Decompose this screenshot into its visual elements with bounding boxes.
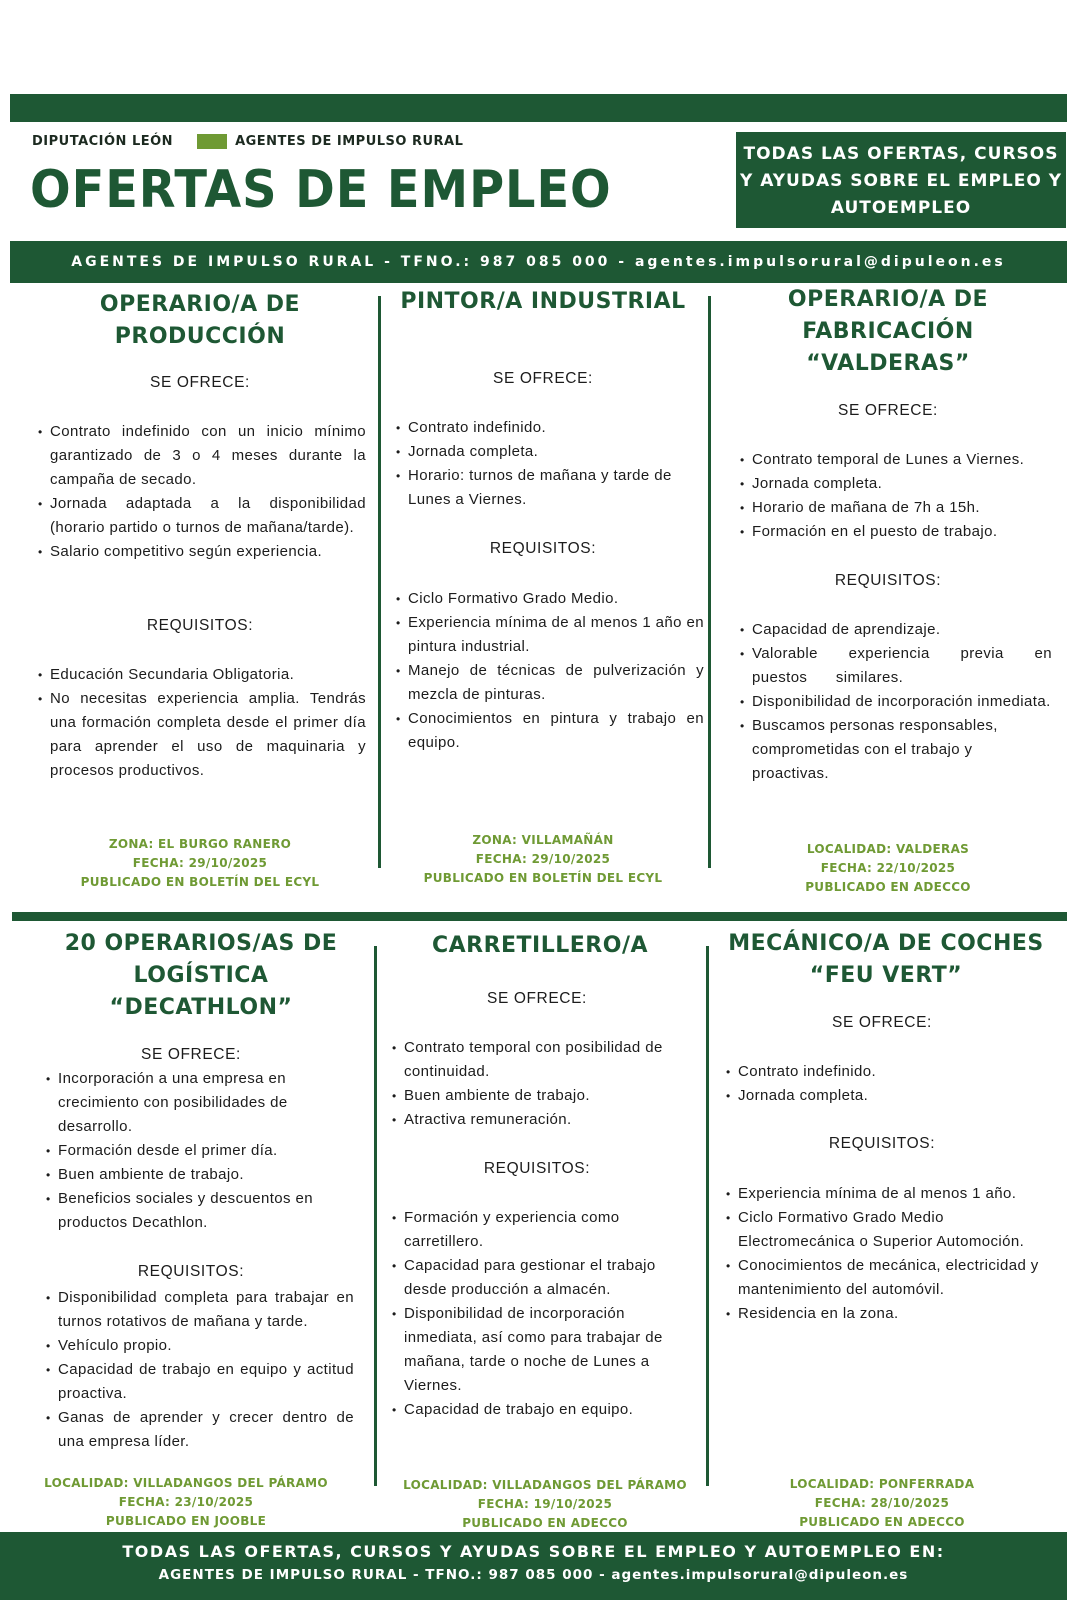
list-item: • Atractiva remuneración. — [390, 1108, 692, 1132]
requirements-label: REQUISITOS: — [146, 617, 254, 634]
list-item: • Buen ambiente de trabajo. — [44, 1163, 358, 1187]
list-item: • Capacidad de trabajo en equipo. — [390, 1398, 690, 1422]
job-zone: LOCALIDAD: PONFERRADA — [789, 1477, 975, 1491]
list-item: • Buen ambiente de trabajo. — [390, 1084, 692, 1108]
job-source: PUBLICADO EN ADECCO — [462, 1516, 628, 1530]
job-title-line: MECÁNICO/A DE COCHES — [728, 931, 1044, 956]
offer-list — [724, 1060, 1054, 1108]
green-swatch-icon — [197, 134, 227, 149]
requirements-label: REQUISITOS: — [137, 1263, 245, 1280]
promo-line: TODAS LAS OFERTAS, CURSOS — [743, 144, 1059, 164]
list-item: • Capacidad de aprendizaje. — [738, 618, 1052, 642]
list-item: • Ciclo Formativo Grado Medio. — [394, 587, 704, 611]
list-item: • Conocimientos de mecánica, electricidad y mantenimiento del automóvil. — [724, 1254, 1054, 1302]
list-item: • Conocimientos en pintura y trabajo en equipo. — [394, 707, 704, 755]
list-item: • No necesitas experiencia amplia. Tendrás una formación completa desde el primer día para aprender el uso de maquinaria y procesos productivos. — [36, 687, 366, 783]
org-agentes: AGENTES DE IMPULSO RURAL — [235, 134, 464, 149]
requirements-list — [44, 1286, 354, 1454]
job-zone: LOCALIDAD: VILLADANGOS DEL PÁRAMO — [44, 1476, 328, 1490]
job-date: FECHA: 28/10/2025 — [814, 1496, 950, 1510]
job-title-line: LOGÍSTICA — [133, 963, 269, 988]
offer-list — [44, 1067, 358, 1235]
list-item: • Experiencia mínima de al menos 1 año en pintura industrial. — [394, 611, 704, 659]
offer-label: SE OFRECE: — [487, 990, 587, 1007]
job-card-operario-produccion — [34, 289, 366, 353]
list-item: • Horario de mañana de 7h a 15h. — [738, 496, 1058, 520]
list-item: • Vehículo propio. — [44, 1334, 354, 1358]
job-footer — [728, 840, 1048, 897]
column-divider — [378, 296, 381, 868]
offer-list — [390, 1036, 692, 1132]
list-item: • Formación y experiencia como carretillero. — [390, 1206, 690, 1254]
list-item: • Contrato temporal de Lunes a Viernes. — [738, 448, 1058, 472]
requirements-label: REQUISITOS: — [828, 1135, 936, 1152]
list-item: • Contrato indefinido. — [394, 416, 696, 440]
job-date: FECHA: 29/10/2025 — [475, 852, 611, 866]
requirements-label: REQUISITOS: — [834, 572, 942, 589]
requirements-list — [394, 587, 704, 755]
promo-box — [736, 132, 1066, 228]
list-item: • Formación en el puesto de trabajo. — [738, 520, 1058, 544]
offer-label: SE OFRECE: — [838, 402, 938, 419]
job-title-line: 20 OPERARIOS/AS DE — [64, 931, 338, 956]
job-title: PINTOR/A INDUSTRIAL — [400, 289, 686, 314]
job-title-line: “DECATHLON” — [109, 995, 293, 1020]
job-source: PUBLICADO EN ADECCO — [805, 880, 971, 894]
offer-label: SE OFRECE: — [141, 1046, 241, 1063]
list-item: • Contrato indefinido con un inicio mínimo garantizado de 3 o 4 meses durante la campaña de secado. — [36, 420, 366, 492]
requirements-label: REQUISITOS: — [489, 540, 597, 557]
list-item: • Disponibilidad de incorporación inmediata. — [738, 690, 1052, 714]
page-title: OFERTAS DE EMPLEO — [30, 160, 612, 220]
list-item: • Disponibilidad completa para trabajar en turnos rotativos de mañana y tarde. — [44, 1286, 354, 1334]
offer-list — [394, 416, 696, 512]
list-item: • Ganas de aprender y crecer dentro de una empresa líder. — [44, 1406, 354, 1454]
offer-label: SE OFRECE: — [150, 374, 250, 391]
job-zone: ZONA: VILLAMAÑÁN — [472, 833, 614, 847]
column-divider — [706, 946, 709, 1486]
list-item: • Capacidad de trabajo en equipo y actitud proactiva. — [44, 1358, 354, 1406]
job-title-line: FABRICACIÓN — [802, 319, 974, 344]
job-source: PUBLICADO EN BOLETÍN DEL ECYL — [80, 875, 320, 889]
job-title-line: “FEU VERT” — [809, 963, 963, 988]
job-card-operarios-logistica — [40, 928, 362, 1024]
offer-label: SE OFRECE: — [493, 370, 593, 387]
list-item: • Jornada completa. — [394, 440, 696, 464]
bottom-headline: TODAS LAS OFERTAS, CURSOS Y AYUDAS SOBRE EL EMPLEO Y AUTOEMPLEO EN: — [122, 1542, 945, 1561]
requirements-list — [36, 663, 366, 783]
list-item: • Jornada completa. — [724, 1084, 1054, 1108]
list-item: • Residencia en la zona. — [724, 1302, 1054, 1326]
job-source: PUBLICADO EN JOOBLE — [105, 1514, 267, 1528]
offer-list — [738, 448, 1058, 544]
job-title: OPERARIO/A DE PRODUCCIÓN — [99, 292, 301, 349]
job-card-pintor-industrial — [392, 286, 694, 318]
job-card-operario-fabricacion — [728, 284, 1048, 380]
list-item: • Ciclo Formativo Grado Medio Electromecánica o Superior Automoción. — [724, 1206, 1054, 1254]
job-zone: ZONA: EL BURGO RANERO — [108, 837, 292, 851]
list-item: • Manejo de técnicas de pulverización y mezcla de pinturas. — [394, 659, 704, 707]
job-title-line: “VALDERAS” — [806, 351, 970, 376]
list-item: • Capacidad para gestionar el trabajo desde producción a almacén. — [390, 1254, 690, 1302]
promo-line: Y AYUDAS SOBRE EL EMPLEO Y — [739, 171, 1063, 191]
requirements-list — [724, 1182, 1054, 1326]
job-zone: LOCALIDAD: VALDERAS — [806, 842, 970, 856]
job-date: FECHA: 19/10/2025 — [477, 1497, 613, 1511]
bottom-contact: AGENTES DE IMPULSO RURAL - TFNO.: 987 085 000 - agentes.impulsorural@dipuleon.es — [158, 1567, 909, 1583]
job-footer — [384, 1476, 706, 1533]
contact-bar: AGENTES DE IMPULSO RURAL - TFNO.: 987 085 000 - agentes.impulsorural@dipuleon.es — [10, 241, 1067, 283]
offer-label: SE OFRECE: — [832, 1014, 932, 1031]
job-title-line: OPERARIO/A DE — [787, 287, 989, 312]
offer-list — [36, 420, 366, 564]
job-date: FECHA: 23/10/2025 — [118, 1495, 254, 1509]
list-item: • Valorable experiencia previa en puestos similares. — [738, 642, 1052, 690]
job-source: PUBLICADO EN BOLETÍN DEL ECYL — [423, 871, 663, 885]
list-item: • Incorporación a una empresa en crecimiento con posibilidades de desarrollo. — [44, 1067, 358, 1139]
job-footer — [722, 1475, 1042, 1532]
row-divider — [12, 912, 1067, 921]
list-item: • Formación desde el primer día. — [44, 1139, 358, 1163]
list-item: • Beneficios sociales y descuentos en productos Decathlon. — [44, 1187, 358, 1235]
list-item: • Contrato temporal con posibilidad de continuidad. — [390, 1036, 692, 1084]
job-date: FECHA: 22/10/2025 — [820, 861, 956, 875]
job-source: PUBLICADO EN ADECCO — [799, 1515, 965, 1529]
list-item: • Jornada adaptada a la disponibilidad (horario partido o turnos de mañana/tarde). — [36, 492, 366, 540]
requirements-list — [390, 1206, 690, 1422]
list-item: • Horario: turnos de mañana y tarde de Lunes a Viernes. — [394, 464, 696, 512]
job-footer — [20, 1474, 352, 1531]
organization-line — [32, 134, 463, 149]
bottom-contact-band — [0, 1532, 1067, 1600]
list-item: • Jornada completa. — [738, 472, 1058, 496]
requirements-label: REQUISITOS: — [483, 1160, 591, 1177]
job-date: FECHA: 29/10/2025 — [132, 856, 268, 870]
job-card-mecanico-coches — [722, 928, 1050, 992]
list-item: • Salario competitivo según experiencia. — [36, 540, 366, 564]
list-item: • Disponibilidad de incorporación inmediata, así como para trabajar de mañana, tarde o noche de Lunes a Viernes. — [390, 1302, 690, 1398]
column-divider — [374, 946, 377, 1486]
job-zone: LOCALIDAD: VILLADANGOS DEL PÁRAMO — [403, 1478, 687, 1492]
list-item: • Buscamos personas responsables, comprometidas con el trabajo y proactivas. — [738, 714, 1052, 786]
column-divider — [708, 296, 711, 868]
requirements-list — [738, 618, 1052, 786]
top-green-bar — [10, 94, 1067, 122]
org-diputacion: DIPUTACIÓN LEÓN — [32, 134, 174, 149]
list-item: • Contrato indefinido. — [724, 1060, 1054, 1084]
job-footer — [34, 835, 366, 892]
list-item: • Educación Secundaria Obligatoria. — [36, 663, 366, 687]
job-footer — [392, 831, 694, 888]
list-item: • Experiencia mínima de al menos 1 año. — [724, 1182, 1054, 1206]
job-title: CARRETILLERO/A — [431, 933, 649, 958]
promo-line: AUTOEMPLEO — [830, 198, 972, 218]
job-card-carretillero — [384, 930, 696, 962]
